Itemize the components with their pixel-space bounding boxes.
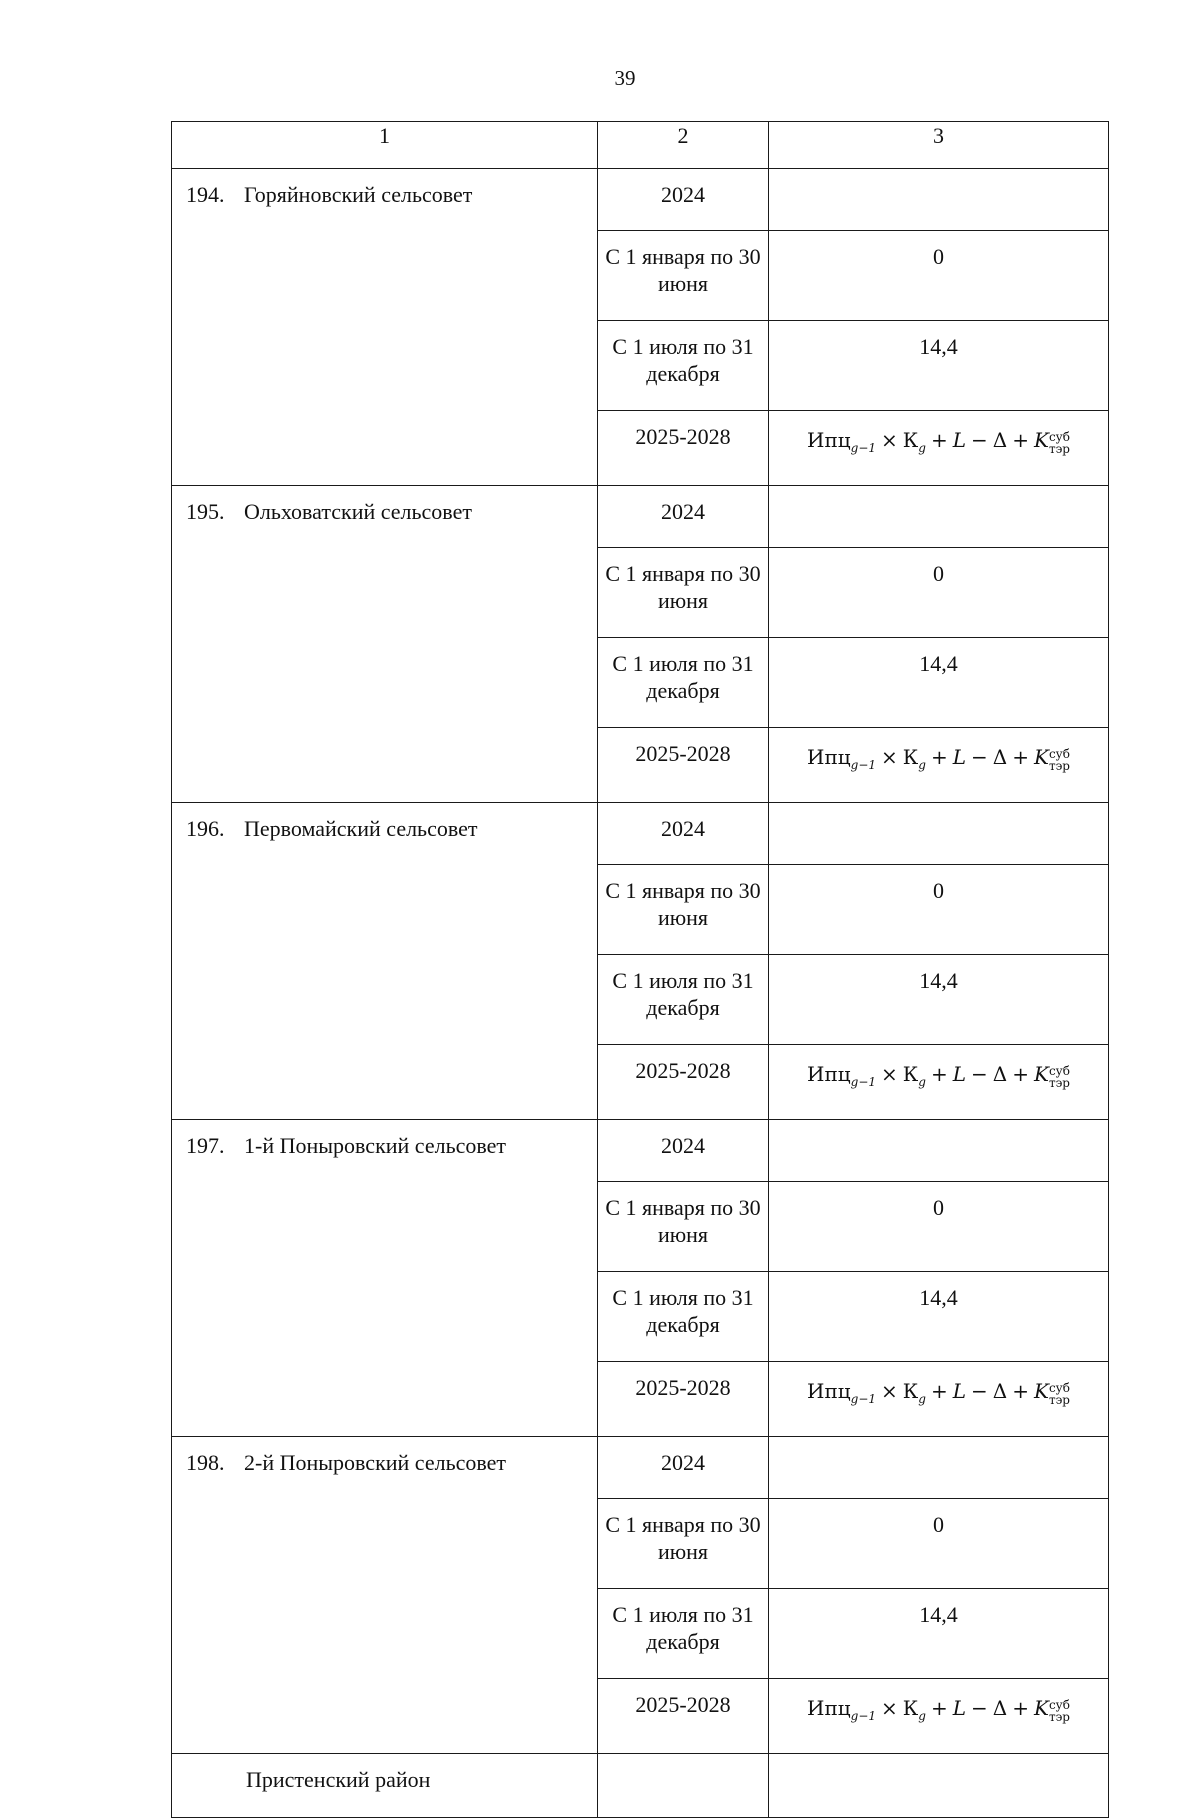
formula-delta: Δ bbox=[992, 1062, 1008, 1086]
formula-times: × bbox=[881, 428, 898, 452]
period-cell: С 1 июля по 31 декабря bbox=[598, 1272, 769, 1362]
value-cell bbox=[769, 803, 1109, 865]
formula-plus: + bbox=[930, 1062, 948, 1086]
period-cell: 2025-2028 bbox=[598, 728, 769, 803]
period-cell: 2025-2028 bbox=[598, 1045, 769, 1120]
formula-kt-sup: суб bbox=[1048, 1381, 1070, 1395]
table-row bbox=[172, 486, 1109, 548]
municipality-number: 196. bbox=[186, 816, 225, 841]
formula-delta: Δ bbox=[992, 1696, 1008, 1720]
table-body bbox=[172, 169, 1109, 1818]
formula-k-sub: g bbox=[918, 441, 926, 455]
formula-kt-sub: тэр bbox=[1048, 442, 1070, 456]
formula-l: L bbox=[952, 1696, 966, 1720]
period-cell: 2024 bbox=[598, 1437, 769, 1499]
formula-kt: K bbox=[1033, 1062, 1049, 1086]
municipality-cell bbox=[172, 803, 598, 1120]
formula-k-sub: g bbox=[918, 1709, 926, 1723]
formula-plus: + bbox=[1012, 428, 1029, 452]
formula-kt-sup: суб bbox=[1048, 747, 1070, 761]
formula-kt: K bbox=[1033, 1379, 1049, 1403]
period-cell: 2025-2028 bbox=[598, 411, 769, 486]
formula-kt: K bbox=[1033, 1696, 1049, 1720]
municipality-number: 194. bbox=[186, 182, 225, 207]
formula-cell bbox=[769, 1045, 1109, 1120]
municipality-name: Горяйновский сельсовет bbox=[244, 182, 473, 207]
district-row bbox=[172, 1754, 1109, 1818]
value-cell: 0 bbox=[769, 1182, 1109, 1272]
formula-cell bbox=[769, 1362, 1109, 1437]
formula-minus: − bbox=[971, 745, 988, 769]
formula-ipc-sub: g−1 bbox=[850, 1392, 877, 1406]
period-cell: С 1 января по 30 июня bbox=[598, 1182, 769, 1272]
period-cell: С 1 января по 30 июня bbox=[598, 231, 769, 321]
formula-k-indices bbox=[1049, 748, 1070, 772]
municipality-name: 1-й Поныровский сельсовет bbox=[244, 1133, 507, 1158]
formula-kt-sub: тэр bbox=[1048, 759, 1070, 773]
period-cell: С 1 июля по 31 декабря bbox=[598, 1589, 769, 1679]
formula-k-indices bbox=[1049, 1699, 1070, 1723]
formula-plus: + bbox=[1012, 1379, 1029, 1403]
formula-ipc: Ипц bbox=[807, 745, 851, 769]
period-cell: С 1 января по 30 июня bbox=[598, 865, 769, 955]
formula-kt-sup: суб bbox=[1048, 430, 1070, 444]
formula-k: К bbox=[902, 1696, 919, 1720]
value-cell bbox=[769, 1120, 1109, 1182]
formula-delta: Δ bbox=[992, 745, 1008, 769]
period-cell: 2024 bbox=[598, 486, 769, 548]
table-row bbox=[172, 1437, 1109, 1499]
formula-ipc: Ипц bbox=[807, 1062, 851, 1086]
formula-cell bbox=[769, 1679, 1109, 1754]
municipality-cell bbox=[172, 1437, 598, 1754]
municipality-cell bbox=[172, 1120, 598, 1437]
formula-k: К bbox=[902, 745, 919, 769]
formula-delta: Δ bbox=[992, 1379, 1008, 1403]
period-cell: С 1 января по 30 июня bbox=[598, 1499, 769, 1589]
formula-cell bbox=[769, 411, 1109, 486]
formula-plus: + bbox=[930, 1696, 948, 1720]
formula-ipc: Ипц bbox=[807, 428, 851, 452]
formula-k-sub: g bbox=[918, 1075, 926, 1089]
municipality-number: 195. bbox=[186, 499, 225, 524]
period-cell: С 1 января по 30 июня bbox=[598, 548, 769, 638]
formula-k-indices bbox=[1049, 431, 1070, 455]
formula-plus: + bbox=[1012, 745, 1029, 769]
value-cell: 0 bbox=[769, 231, 1109, 321]
value-cell bbox=[769, 486, 1109, 548]
formula-k-sub: g bbox=[918, 758, 926, 772]
district-col3 bbox=[769, 1754, 1109, 1818]
formula-k: К bbox=[902, 1379, 919, 1403]
formula-times: × bbox=[881, 1379, 898, 1403]
formula-kt-sub: тэр bbox=[1048, 1393, 1070, 1407]
table-row bbox=[172, 1120, 1109, 1182]
value-cell bbox=[769, 1437, 1109, 1499]
period-cell: 2024 bbox=[598, 803, 769, 865]
district-col2 bbox=[598, 1754, 769, 1818]
formula-k-sub: g bbox=[918, 1392, 926, 1406]
formula-kt: K bbox=[1033, 745, 1049, 769]
table-row bbox=[172, 803, 1109, 865]
table-row bbox=[172, 169, 1109, 231]
formula-minus: − bbox=[971, 1696, 988, 1720]
formula-ipc-sub: g−1 bbox=[850, 441, 877, 455]
period-cell: 2025-2028 bbox=[598, 1362, 769, 1437]
period-cell: 2024 bbox=[598, 1120, 769, 1182]
municipality-cell bbox=[172, 486, 598, 803]
value-cell: 0 bbox=[769, 865, 1109, 955]
period-cell: 2024 bbox=[598, 169, 769, 231]
formula-plus: + bbox=[930, 428, 948, 452]
formula-plus: + bbox=[930, 1379, 948, 1403]
formula-ipc: Ипц bbox=[807, 1379, 851, 1403]
formula-k-indices bbox=[1049, 1382, 1070, 1406]
column-header-2: 2 bbox=[598, 122, 769, 169]
value-cell: 14,4 bbox=[769, 1589, 1109, 1679]
formula-times: × bbox=[881, 745, 898, 769]
formula-k-indices bbox=[1049, 1065, 1070, 1089]
column-header-1: 1 bbox=[172, 122, 598, 169]
formula-kt-sub: тэр bbox=[1048, 1076, 1070, 1090]
district-name: Пристенский район bbox=[172, 1754, 598, 1818]
page-number: 39 bbox=[614, 66, 636, 90]
formula-delta: Δ bbox=[992, 428, 1008, 452]
municipality-number: 198. bbox=[186, 1450, 225, 1475]
period-cell: С 1 июля по 31 декабря bbox=[598, 955, 769, 1045]
formula-ipc-sub: g−1 bbox=[850, 1075, 877, 1089]
formula-l: L bbox=[952, 1062, 966, 1086]
formula-l: L bbox=[952, 1379, 966, 1403]
formula-minus: − bbox=[971, 428, 988, 452]
formula-kt-sup: суб bbox=[1048, 1698, 1070, 1712]
value-cell bbox=[769, 169, 1109, 231]
formula-minus: − bbox=[971, 1379, 988, 1403]
formula-kt-sub: тэр bbox=[1048, 1710, 1070, 1724]
municipality-name: Ольховатский сельсовет bbox=[244, 499, 472, 524]
formula-times: × bbox=[881, 1696, 898, 1720]
formula-k: К bbox=[902, 428, 919, 452]
municipality-number: 197. bbox=[186, 1133, 225, 1158]
table-header-row bbox=[172, 122, 1109, 169]
period-cell: С 1 июля по 31 декабря bbox=[598, 638, 769, 728]
formula-minus: − bbox=[971, 1062, 988, 1086]
value-cell: 0 bbox=[769, 1499, 1109, 1589]
formula-plus: + bbox=[930, 745, 948, 769]
formula-kt-sup: суб bbox=[1048, 1064, 1070, 1078]
municipality-name: Первомайский сельсовет bbox=[244, 816, 478, 841]
tariff-table bbox=[171, 121, 1109, 1818]
value-cell: 14,4 bbox=[769, 1272, 1109, 1362]
formula-k: К bbox=[902, 1062, 919, 1086]
formula-plus: + bbox=[1012, 1062, 1029, 1086]
period-cell: С 1 июля по 31 декабря bbox=[598, 321, 769, 411]
municipality-cell bbox=[172, 169, 598, 486]
formula-times: × bbox=[881, 1062, 898, 1086]
value-cell: 0 bbox=[769, 548, 1109, 638]
value-cell: 14,4 bbox=[769, 638, 1109, 728]
value-cell: 14,4 bbox=[769, 321, 1109, 411]
formula-kt: K bbox=[1033, 428, 1049, 452]
formula-ipc-sub: g−1 bbox=[850, 758, 877, 772]
formula-cell bbox=[769, 728, 1109, 803]
formula-ipc-sub: g−1 bbox=[850, 1709, 877, 1723]
column-header-3: 3 bbox=[769, 122, 1109, 169]
formula-plus: + bbox=[1012, 1696, 1029, 1720]
municipality-name: 2-й Поныровский сельсовет bbox=[244, 1450, 507, 1475]
formula-l: L bbox=[952, 745, 966, 769]
period-cell: 2025-2028 bbox=[598, 1679, 769, 1754]
value-cell: 14,4 bbox=[769, 955, 1109, 1045]
formula-l: L bbox=[952, 428, 966, 452]
formula-ipc: Ипц bbox=[807, 1696, 851, 1720]
